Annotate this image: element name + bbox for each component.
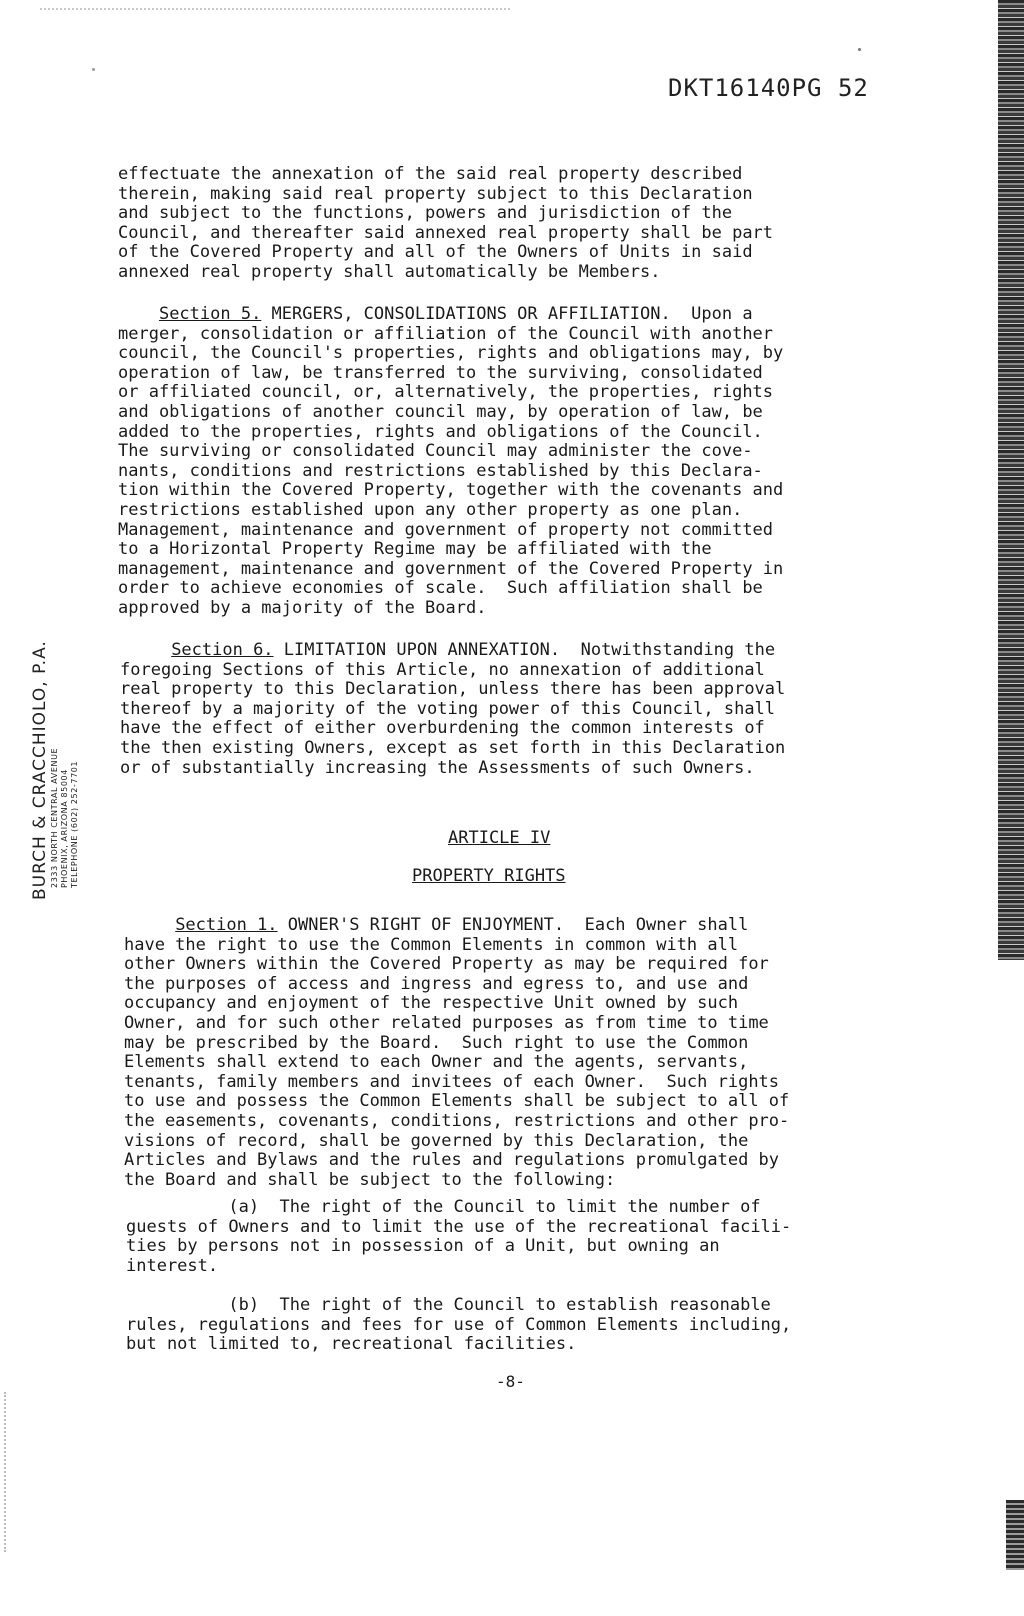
item-a-paragraph: (a) The right of the Council to limit the number of guests of Owners and to limit the use of the recreational facili- ties by persons not in possession of a Unit, but owning an interest.	[126, 1197, 792, 1276]
law-firm-margin-stamp	[30, 640, 80, 900]
continuation-paragraph: effectuate the annexation of the said real property described therein, making said real property subject to this Declaration and subject to the functions, powers and jurisdiction of the Council, and thereafter said annexed real property shall be part of the Covered Property and all of the Owners of Units in said annexed real property shall automatically be Members.	[118, 164, 774, 282]
article-subtitle: PROPERTY RIGHTS	[412, 866, 566, 886]
section-1-paragraph	[124, 916, 789, 1190]
docket-page-number: DKT16140PG 52	[668, 74, 869, 102]
scan-speck	[92, 68, 95, 71]
item-b-paragraph: (b) The right of the Council to establish reasonable rules, regulations and fees for use of Common Elements including, but not limited to, recreational facilities.	[126, 1295, 792, 1355]
page-number: -8-	[496, 1372, 525, 1391]
scan-speck	[858, 48, 861, 51]
section-1-heading: Section 1.	[175, 915, 278, 935]
scan-edge-artifact	[998, 0, 1024, 960]
section-5-body: MERGERS, CONSOLIDATIONS OR AFFILIATION. Upon a merger, consolidation or affiliation of the Council with another council, the Council's properties, rights and obligations may, by operation of law, be transferred to the surviving, consolidated or affiliated council, or, alternatively, the properties, rights and obligations of another council may, by operation of law, be added to the properties, rights and obligations of the Council. The surviving or consolidated Council may administer the cove- nants, conditions and restrictions established by this Declara- tion within the Covered Property, together with the covenants and restrictions established upon any other property as one plan. Management, maintenance and government of property not committed to a Horizontal Property Regime may be affiliated with the management, maintenance and government of the Covered Property in order to achieve economies of scale. Such affiliation shall be approved by a majority of the Board.	[118, 304, 784, 618]
section-5-paragraph	[118, 305, 783, 619]
section-5-heading: Section 5.	[158, 304, 262, 324]
section-6-body: LIMITATION UPON ANNEXATION. Notwithstanding the foregoing Sections of this Article, no annexation of additional real property to this Declaration, unless there has been approval thereof by a majority of the voting power of this Council, shall have the effect of either overburdening the common interests of the then existing Owners, except as set forth in this Declaration or of substantially increasing the Assessments of such Owners.	[120, 640, 786, 778]
firm-address: 2333 NORTH CENTRAL AVENUE	[50, 747, 59, 888]
section-6-heading: Section 6.	[171, 640, 274, 660]
scan-specks	[40, 8, 510, 16]
section-1-body: OWNER'S RIGHT OF ENJOYMENT. Each Owner shall have the right to use the Common Elements in common with all other Owners within the Covered Property as may be required for the purposes of access and ingress and egress to, and use and occupancy and enjoyment of the respective Unit owned by such Owner, and for such other related purposes as from time to time may be prescribed by the Board. Such right to use the Common Elements shall extend to each Owner and the agents, servants, tenants, family members and invitees of each Owner. Such rights to use and possess the Common Elements shall be subject to all of the easements, covenants, conditions, restrictions and other pro- visions of record, shall be governed by this Declaration, the Articles and Bylaws and the rules and regulations promulgated by the Board and shall be subject to the following:	[124, 915, 790, 1190]
article-title: ARTICLE IV	[448, 828, 551, 848]
firm-name: BURCH & CRACCHIOLO, P.A.	[30, 640, 50, 900]
scan-margin-marks	[4, 1392, 10, 1552]
firm-city: PHOENIX, ARIZONA 85004	[60, 769, 69, 888]
section-6-paragraph	[120, 641, 785, 778]
scan-edge-artifact	[1006, 1500, 1024, 1570]
firm-phone: TELEPHONE (602) 252-7701	[70, 760, 79, 888]
